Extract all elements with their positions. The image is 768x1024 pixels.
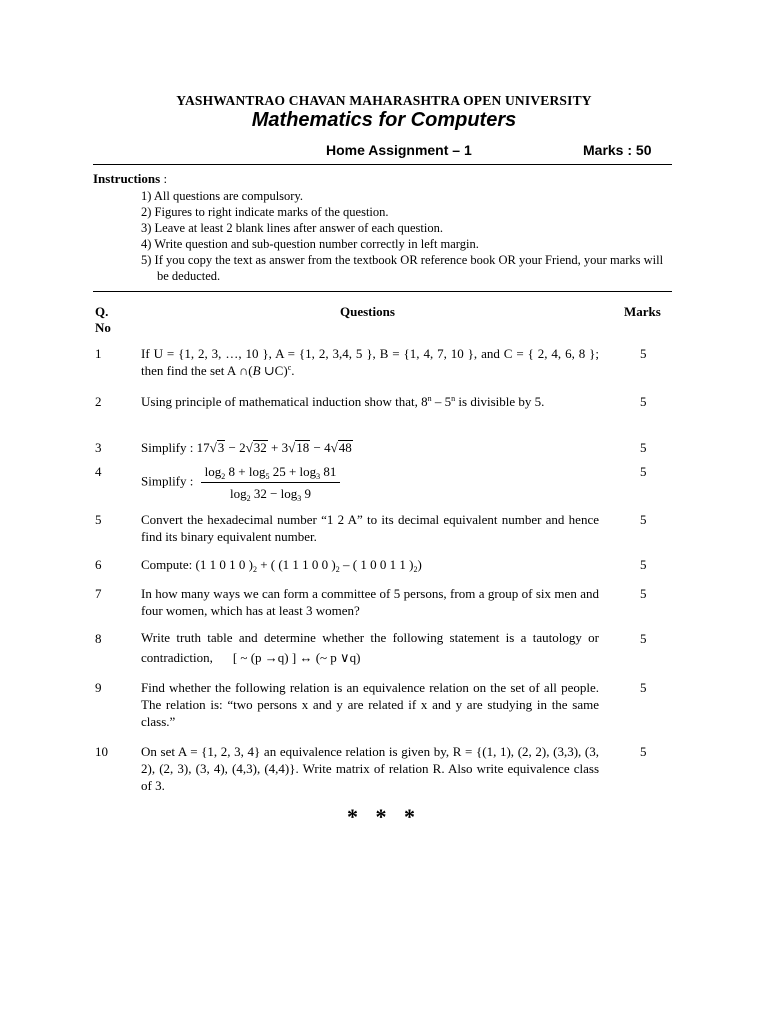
question-text: [141, 556, 599, 573]
radical-sign: √: [209, 440, 217, 455]
operator-coefficient: − 4: [310, 440, 331, 455]
divider-middle: [93, 291, 672, 292]
instruction-item: 2) Figures to right indicate marks of the question.: [141, 205, 389, 219]
question-text-part: ): [417, 557, 422, 572]
question-text-part: If U = {1, 2, 3, …, 10 }, A = {1, 2, 3,4, 5 }, B = {1, 4, 7, 10 }, and C = { 2, 4, 6, 8 }; then find the set A ∩(: [141, 346, 599, 378]
subject-title: Mathematics for Computers: [251, 109, 517, 131]
question-text: On set A = {1, 2, 3, 4} an equivalence relation is given by, R = {(1, 1), (2, 2), (3,3), (3, 2), (2, 3), (3, 4), (4,3), (4,4)}. Write matrix of relation R. Also write equivalence class of 3.: [141, 744, 599, 793]
question-number: 9: [95, 680, 102, 695]
question-text-part: – 5: [431, 394, 452, 409]
question-text: [141, 439, 599, 456]
radicand: 48: [338, 440, 352, 455]
log-base: 5: [265, 472, 270, 481]
question-number: 1: [95, 346, 102, 361]
log-text: log: [204, 464, 222, 479]
exponent: n: [451, 394, 456, 403]
fraction-denominator: [201, 483, 341, 502]
operator-coefficient: + 3: [267, 440, 289, 455]
assignment-title: Home Assignment – 1: [326, 142, 472, 158]
question-text: In how many ways we can form a committee of 5 persons, from a group of six men and four women, which has at least 3 women?: [141, 586, 599, 618]
question-number: 5: [95, 512, 102, 527]
question-text: Find whether the following relation is an equivalence relation on the set of all people. The relation is: “two persons x and y are related if x and y are studying in the same class.”: [141, 680, 599, 729]
question-text-part: ∪C): [260, 363, 288, 378]
question-text-part: Write truth table and determine whether the following statement is a tautology or contradiction,: [141, 630, 599, 665]
question-number: 6: [95, 557, 102, 572]
question-marks: 5: [640, 557, 647, 572]
question-number: 7: [95, 586, 102, 601]
set-symbol: B: [252, 363, 261, 378]
question-marks: 5: [640, 631, 647, 646]
question-marks: 5: [640, 744, 647, 759]
instructions-label: Instructions: [93, 171, 161, 186]
question-text-part: – ( 1 0 0 1 1 ): [339, 557, 414, 572]
end-marker: * * *: [347, 804, 421, 829]
instruction-item: 5) If you copy the text as answer from the textbook OR reference book OR your Friend, your marks will be deducted.: [141, 253, 664, 283]
question-text: [141, 393, 599, 410]
log-fraction: [201, 463, 341, 502]
question-marks: 5: [640, 346, 647, 361]
question-text: [141, 463, 599, 502]
log-text: 32 − log: [250, 486, 298, 501]
fraction-numerator: [201, 463, 341, 483]
radicand: 18: [296, 440, 310, 455]
radical-sign: √: [330, 440, 338, 455]
question-text: [141, 345, 599, 379]
question-number: 4: [95, 464, 102, 479]
question-text-part: .: [291, 363, 295, 378]
column-header-qno: [95, 304, 111, 336]
log-text: 9: [301, 486, 312, 501]
base-subscript: 2: [252, 565, 257, 574]
question-marks: 5: [640, 440, 647, 455]
question-text-part: Using principle of mathematical induction show that, 8: [141, 394, 428, 409]
instructions-list: [141, 188, 673, 284]
question-marks: 5: [640, 464, 647, 479]
radical-sign: √: [288, 440, 296, 455]
radical-sign: √: [245, 440, 253, 455]
log-text: 25 + log: [269, 464, 317, 479]
instruction-item: 1) All questions are compulsory.: [141, 189, 304, 203]
question-marks: 5: [640, 394, 647, 409]
question-marks: 5: [640, 680, 647, 695]
logic-formula: [ ~ (p →q) ] ↔ (~ p ∨q): [232, 650, 361, 665]
column-header-marks: Marks: [624, 304, 661, 319]
question-number: 3: [95, 440, 102, 455]
column-header-qno-line2: No: [95, 320, 111, 335]
log-base: 3: [316, 472, 321, 481]
column-header-qno-line1: Q.: [95, 304, 109, 319]
total-marks: Marks : 50: [583, 142, 652, 158]
question-number: 10: [95, 744, 108, 759]
question-marks: 5: [640, 512, 647, 527]
log-base: 2: [221, 472, 226, 481]
question-text-part: + ( (1 1 1 0 0 ): [256, 557, 336, 572]
question-number: 2: [95, 394, 102, 409]
base-subscript: 2: [413, 565, 418, 574]
question-text: Convert the hexadecimal number “1 2 A” to its decimal equivalent number and hence find its binary equivalent number.: [141, 512, 599, 544]
base-subscript: 2: [335, 565, 340, 574]
question-text-part: is divisible by 5.: [455, 394, 545, 409]
instructions-heading: [93, 171, 167, 187]
radicand: 32: [253, 440, 267, 455]
complement-superscript: c: [287, 363, 292, 372]
log-text: 81: [320, 464, 337, 479]
university-name: YASHWANTRAO CHAVAN MAHARASHTRA OPEN UNIVERSITY: [176, 93, 592, 108]
question-marks: 5: [640, 586, 647, 601]
instruction-item: 3) Leave at least 2 blank lines after answer of each question.: [141, 221, 443, 235]
question-text-part: Simplify :: [141, 473, 197, 489]
log-base: 3: [297, 494, 302, 503]
question-number: 8: [95, 631, 102, 646]
question-text-part: Compute: (1 1 0 1 0 ): [141, 557, 253, 572]
operator-coefficient: − 2: [225, 440, 246, 455]
log-base: 2: [246, 494, 251, 503]
log-text: log: [229, 486, 247, 501]
log-text: 8 + log: [225, 464, 266, 479]
radicand: 3: [217, 440, 225, 455]
instruction-item: 4) Write question and sub-question number correctly in left margin.: [141, 237, 479, 251]
column-header-questions: Questions: [340, 304, 395, 319]
instructions-colon: :: [160, 171, 168, 186]
coefficient: 17: [196, 440, 210, 455]
exponent: n: [427, 394, 432, 403]
divider-top: [93, 164, 672, 165]
question-text-part: Simplify :: [141, 440, 197, 455]
question-text: [141, 628, 599, 668]
